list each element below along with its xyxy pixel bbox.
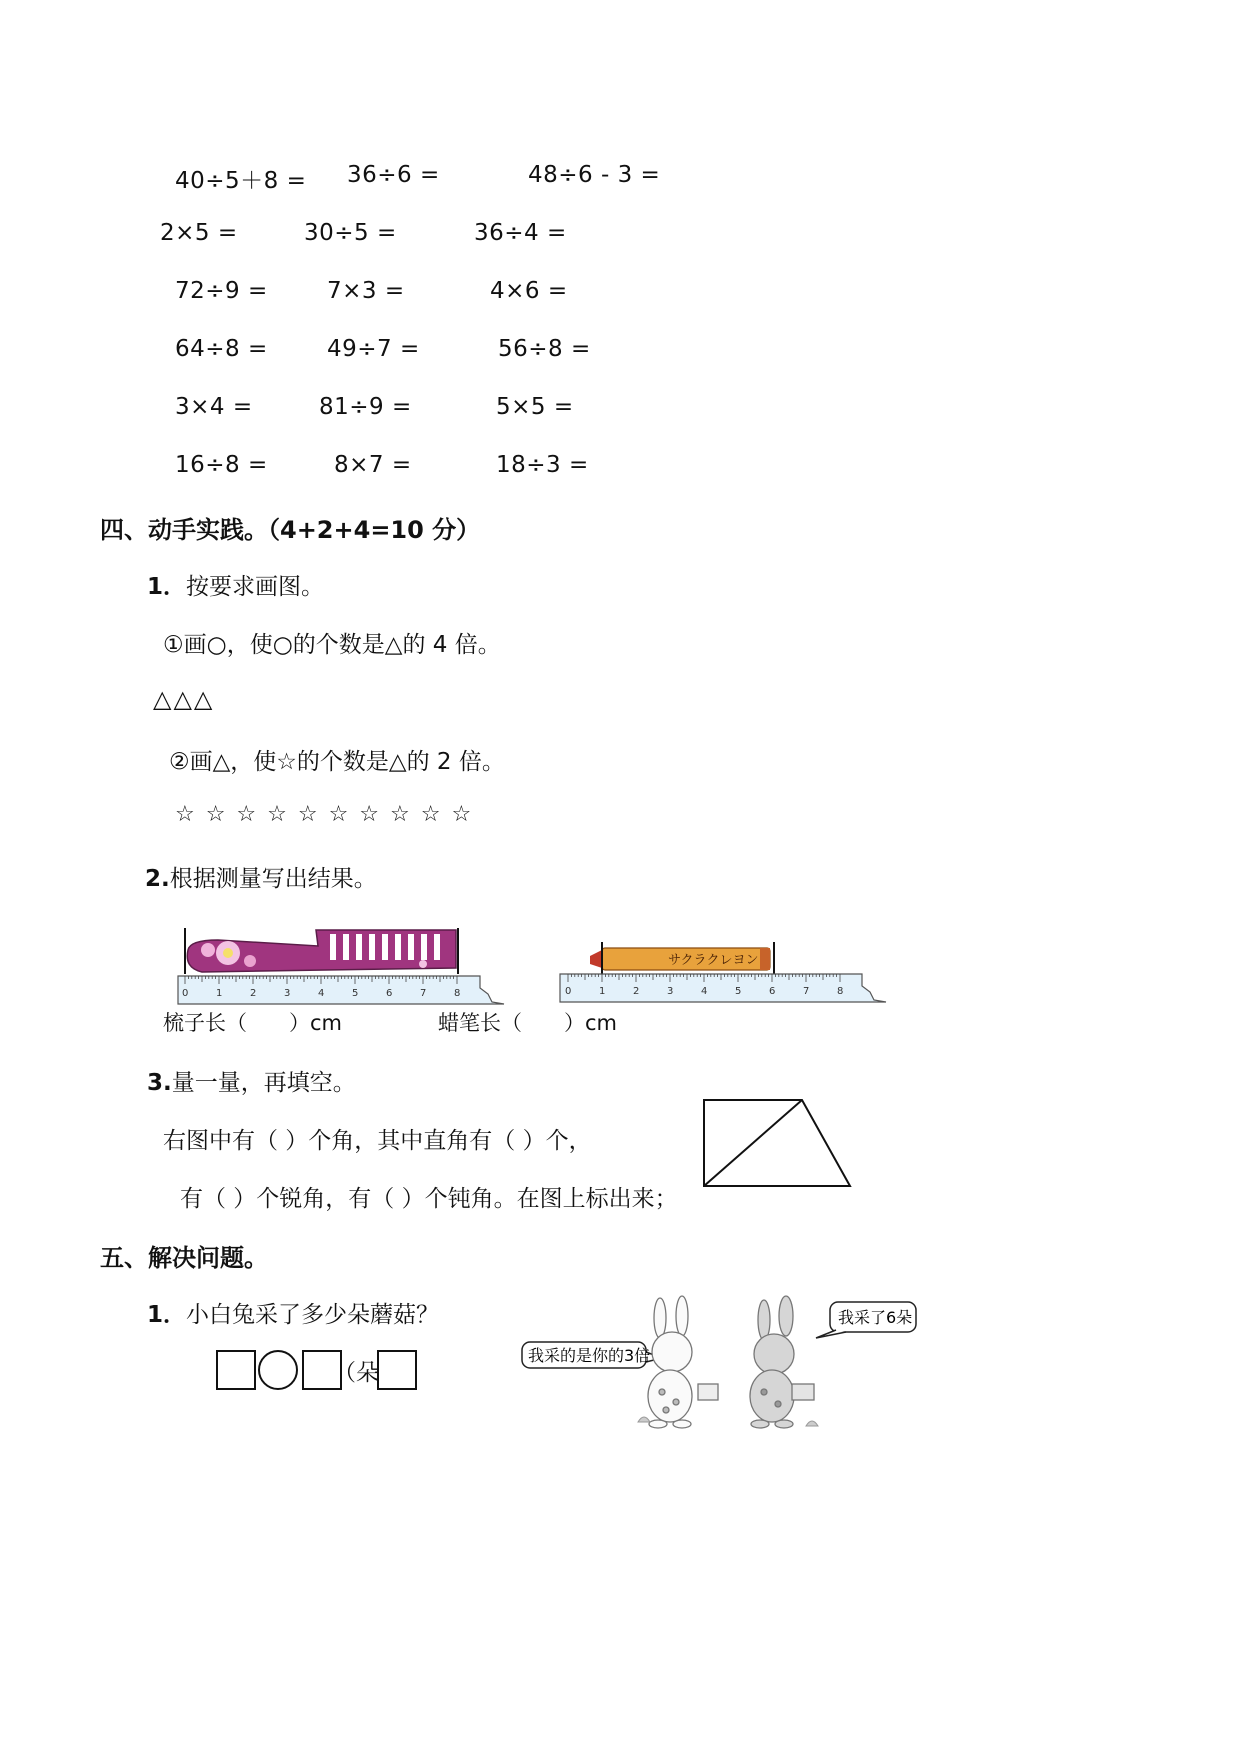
q3-line2: 有（ ）个锐角，有（ ）个钝角。在图上标出来； [180, 1186, 678, 1212]
calc-item: 4×6 = [490, 278, 568, 304]
ruler-tick-label: 8 [837, 986, 844, 997]
ruler-tick-label: 7 [803, 986, 810, 997]
calc-item: 2×5 = [160, 220, 238, 246]
ruler-tick-label: 5 [735, 986, 742, 997]
speech-bubble-right [816, 1302, 916, 1338]
calc-item: 81÷9 = [319, 394, 412, 420]
calc-item: 49÷7 = [327, 336, 420, 362]
ruler-tick-label: 4 [318, 988, 325, 999]
s5-q1-text: 小白兔采了多少朵蘑菇？ [186, 1302, 440, 1328]
comb-image [187, 930, 456, 972]
bubble-left-text: 我采的是你的3倍 [528, 1346, 651, 1365]
operator-circle[interactable] [258, 1350, 298, 1390]
q1-number: 1． [147, 574, 187, 600]
q1-part2: ②画△，使☆的个数是△的 2 倍。 [169, 749, 505, 775]
crayon-ruler-figure [560, 928, 890, 1008]
white-rabbit [648, 1296, 718, 1428]
star-row: ☆ ☆ ☆ ☆ ☆ ☆ ☆ ☆ ☆ ☆ [175, 802, 472, 827]
calc-item: 56÷8 = [498, 336, 591, 362]
crayon-image [590, 948, 770, 970]
q1-heading [147, 568, 324, 601]
calc-item: 64÷8 = [175, 336, 268, 362]
answer-box[interactable] [216, 1350, 256, 1390]
ruler-tick-label: 2 [250, 988, 257, 999]
triangle-row: △△△ [153, 685, 215, 713]
ruler-tick-label: 4 [701, 986, 708, 997]
comb-ruler-figure [178, 928, 508, 1008]
ruler-tick-label: 1 [216, 988, 223, 999]
grey-rabbit [750, 1296, 814, 1428]
q3-line1: 右图中有（ ）个角，其中直角有（ ）个， [163, 1128, 592, 1154]
speech-bubble-left [522, 1342, 662, 1368]
q1-text: 按要求画图。 [186, 574, 325, 600]
q3-heading [147, 1064, 356, 1097]
calc-item: 3×4 = [175, 394, 253, 420]
calc-item: 18÷3 = [496, 452, 589, 478]
rabbits-illustration [520, 1296, 920, 1436]
ruler-tick-label: 0 [565, 986, 572, 997]
s5-q1-heading [147, 1296, 439, 1329]
q2-number: 2. [145, 866, 170, 892]
result-box[interactable] [377, 1350, 417, 1390]
ruler-tick-label: 8 [454, 988, 461, 999]
ruler-tick-label: 3 [667, 986, 674, 997]
section5-title: 五、解决问题。 [100, 1244, 268, 1272]
s5-q1-number: 1． [147, 1302, 187, 1328]
calc-item: 7×3 = [327, 278, 405, 304]
ruler-tick-label: 2 [633, 986, 640, 997]
ruler-tick-label: 6 [769, 986, 776, 997]
crayon-caption: 蜡笔长（ ）cm [438, 1011, 618, 1035]
calc-item: 36÷4 = [474, 220, 567, 246]
bubble-right-text: 我采了6朵 [838, 1308, 913, 1327]
unit-label: （朵 [333, 1360, 379, 1386]
calc-item: 5×5 = [496, 394, 574, 420]
calc-item: 36÷6 = [347, 162, 440, 188]
crayon-label: サクラクレヨン [668, 953, 759, 968]
q2-heading [145, 860, 377, 893]
ruler-tick-label: 5 [352, 988, 359, 999]
q2-text: 根据测量写出结果。 [169, 866, 377, 892]
ruler-tick-label: 1 [599, 986, 606, 997]
q1-part1: ①画○，使○的个数是△的 4 倍。 [163, 632, 501, 658]
calc-item: 48÷6 - 3 = [528, 162, 661, 188]
q3-text: 量一量，再填空。 [171, 1070, 356, 1096]
angle-figure [702, 1098, 862, 1194]
calc-item: 8×7 = [334, 452, 412, 478]
section4-title: 四、动手实践。（4+2+4=10 分） [100, 516, 481, 544]
calc-item: 16÷8 = [175, 452, 268, 478]
calc-item: 30÷5 = [304, 220, 397, 246]
calc-item: 40÷5＋8 = [175, 168, 307, 194]
ruler-tick-label: 3 [284, 988, 291, 999]
q3-number: 3. [147, 1070, 172, 1096]
ruler-tick-label: 6 [386, 988, 393, 999]
comb-caption: 梳子长（ ）cm [163, 1011, 343, 1035]
ruler-tick-label: 0 [182, 988, 189, 999]
calc-item: 72÷9 = [175, 278, 268, 304]
ruler-tick-label: 7 [420, 988, 427, 999]
